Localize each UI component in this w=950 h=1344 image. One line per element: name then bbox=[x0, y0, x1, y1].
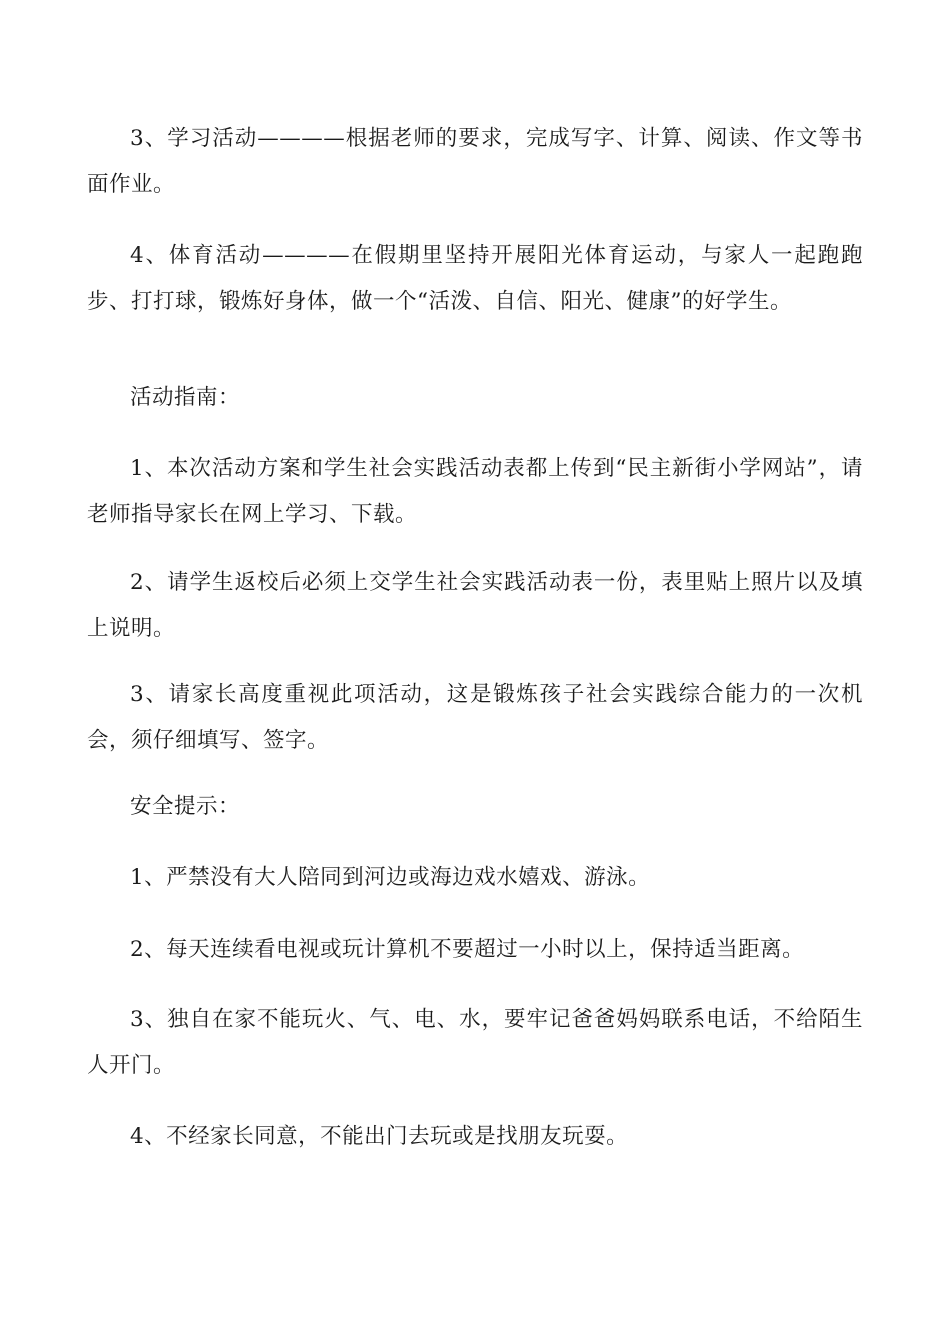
paragraph-safety-3: 3、独自在家不能玩火、气、电、水，要牢记爸爸妈妈联系电话，不给陌生人开门。 bbox=[87, 1007, 863, 1078]
heading-activity-guide: 活动指南： bbox=[130, 385, 241, 410]
paragraph-safety-1: 1、严禁没有大人陪同到河边或海边戏水嬉戏、游泳。 bbox=[130, 865, 651, 890]
paragraph-safety-4: 4、不经家长同意，不能出门去玩或是找朋友玩耍。 bbox=[130, 1124, 629, 1149]
heading-safety-tips: 安全提示： bbox=[130, 794, 241, 819]
paragraph-study-activity: 3、学习活动————根据老师的要求，完成写字、计算、阅读、作文等书面作业。 bbox=[87, 126, 863, 197]
paragraph-guide-3: 3、请家长高度重视此项活动，这是锻炼孩子社会实践综合能力的一次机会，须仔细填写、签字。 bbox=[87, 682, 863, 753]
paragraph-safety-2: 2、每天连续看电视或玩计算机不要超过一小时以上，保持适当距离。 bbox=[130, 937, 805, 962]
paragraph-guide-1: 1、本次活动方案和学生社会实践活动表都上传到“民主新街小学网站”，请老师指导家长在网上学习、下载。 bbox=[87, 456, 863, 527]
paragraph-guide-2: 2、请学生返校后必须上交学生社会实践活动表一份，表里贴上照片以及填上说明。 bbox=[87, 570, 863, 641]
paragraph-sports-activity: 4、体育活动————在假期里坚持开展阳光体育运动，与家人一起跑跑步、打打球，锻炼好身体，做一个“活泼、自信、阳光、健康”的好学生。 bbox=[87, 243, 863, 314]
